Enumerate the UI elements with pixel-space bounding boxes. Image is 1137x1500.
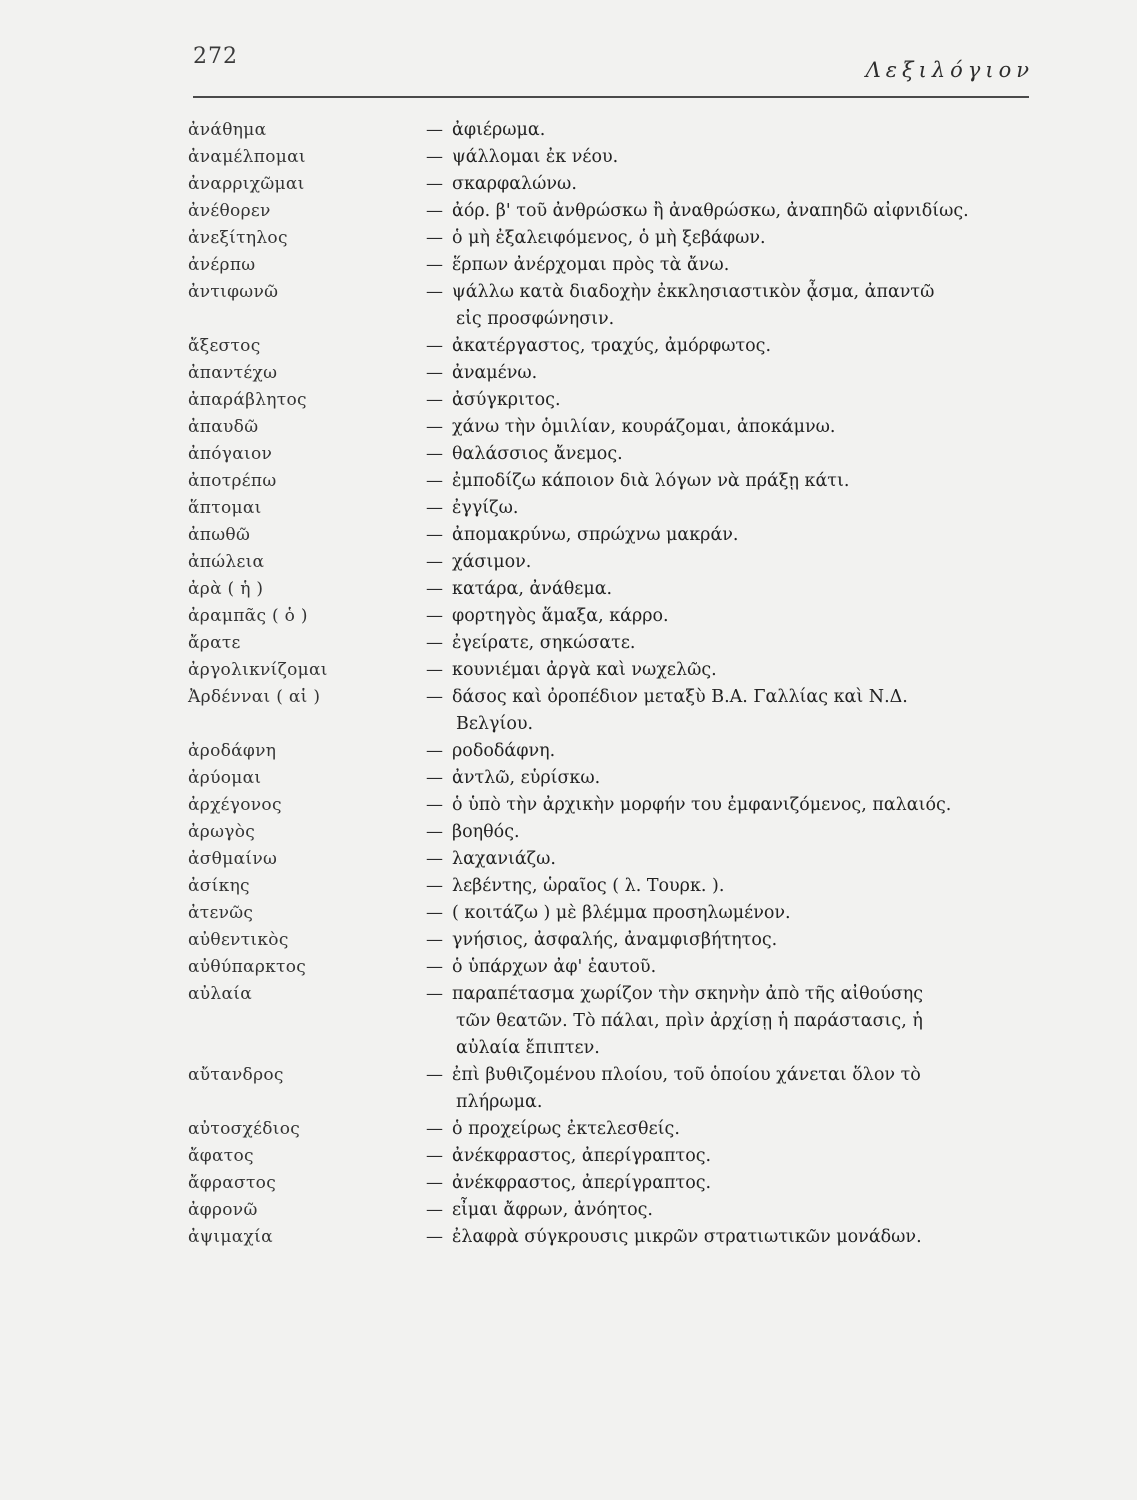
entry-dash: — xyxy=(426,201,443,221)
entry-definition xyxy=(452,873,1030,900)
header-rule xyxy=(193,96,1029,98)
entry-definition xyxy=(452,900,1030,927)
entry-definition xyxy=(452,792,1030,819)
entry-definition xyxy=(452,954,1030,981)
glossary-entry xyxy=(160,387,1030,414)
entry-definition xyxy=(452,495,1030,522)
definition-line: ὁ προχείρως ἐκτελεσθείς. xyxy=(452,1119,680,1139)
entry-lemma: ἀραμπᾶς ( ὁ ) xyxy=(188,606,308,626)
definition-line: κατάρα, ἀνάθεμα. xyxy=(452,579,613,599)
definition-line: κουνιέμαι ἀργὰ καὶ νωχελῶς. xyxy=(452,660,717,680)
definition-line: ἐγγίζω. xyxy=(452,498,519,518)
entry-lemma: ἀπαυδῶ xyxy=(188,417,259,437)
entry-definition xyxy=(452,657,1030,684)
glossary-entry xyxy=(160,144,1030,171)
entry-lemma: ἄφραστος xyxy=(188,1173,277,1193)
entry-lemma: ἀργολικνίζομαι xyxy=(188,660,328,680)
running-head: Λεξιλόγιον xyxy=(865,58,1034,82)
definition-line: ἐλαφρὰ σύγκρουσις μικρῶν στρατιωτικῶν μονάδων. xyxy=(452,1227,922,1247)
definition-line: παραπέτασμα χωρίζον τὴν σκηνὴν ἀπὸ τῆς αἰθούσης xyxy=(452,984,924,1004)
entry-definition xyxy=(452,1116,1030,1143)
entry-definition xyxy=(452,198,1030,225)
entry-dash: — xyxy=(426,606,443,626)
entry-lemma: ἀναμέλπομαι xyxy=(188,147,306,167)
entry-definition xyxy=(452,927,1030,954)
entry-definition xyxy=(452,1197,1030,1224)
glossary-entry xyxy=(160,1170,1030,1197)
glossary-entry xyxy=(160,819,1030,846)
entry-dash: — xyxy=(426,849,443,869)
entry-lemma: αὐτοσχέδιος xyxy=(188,1119,301,1139)
entry-lemma: ἀπωθῶ xyxy=(188,525,251,545)
entry-definition xyxy=(452,117,1030,144)
definition-line: ἀνέκφραστος, ἀπερίγραπτος. xyxy=(452,1173,712,1193)
entry-definition xyxy=(452,468,1030,495)
definition-line: ροδοδάφνη. xyxy=(452,741,556,761)
entry-definition xyxy=(452,387,1030,414)
glossary-entry xyxy=(160,279,1030,333)
glossary-entry xyxy=(160,657,1030,684)
entry-definition xyxy=(452,360,1030,387)
entry-dash: — xyxy=(426,1173,443,1193)
entry-dash: — xyxy=(426,903,443,923)
entry-dash: — xyxy=(426,633,443,653)
glossary-entry xyxy=(160,603,1030,630)
definition-line: χάνω τὴν ὁμιλίαν, κουράζομαι, ἀποκάμνω. xyxy=(452,417,836,437)
entry-lemma: ἄφατος xyxy=(188,1146,254,1166)
entry-lemma: ἀνεξίτηλος xyxy=(188,228,288,248)
glossary-entry xyxy=(160,684,1030,738)
glossary-entry xyxy=(160,792,1030,819)
entry-lemma: αὐθύπαρκτος xyxy=(188,957,307,977)
definition-line: τῶν θεατῶν. Τὸ πάλαι, πρὶν ἀρχίσῃ ἡ παράστασις, ἡ xyxy=(456,1011,923,1031)
glossary-entry xyxy=(160,360,1030,387)
entry-dash: — xyxy=(426,417,443,437)
glossary-entry xyxy=(160,765,1030,792)
glossary-entry xyxy=(160,225,1030,252)
entry-dash: — xyxy=(426,660,443,680)
entry-lemma: ἀρύομαι xyxy=(188,768,262,788)
glossary-entry xyxy=(160,252,1030,279)
entry-lemma: αὐθεντικὸς xyxy=(188,930,289,950)
definition-line: πλήρωμα. xyxy=(456,1092,543,1112)
entry-definition xyxy=(452,549,1030,576)
entry-lemma: ἀροδάφνη xyxy=(188,741,277,761)
glossary-entry xyxy=(160,171,1030,198)
entry-definition xyxy=(452,684,1030,738)
entry-lemma: ἀρωγὸς xyxy=(188,822,256,842)
entry-definition xyxy=(452,225,1030,252)
entry-definition xyxy=(452,1170,1030,1197)
definition-line: ὁ μὴ ἐξαλειφόμενος, ὁ μὴ ξεβάφων. xyxy=(452,228,766,248)
definition-line: βοηθός. xyxy=(452,822,520,842)
glossary-entry xyxy=(160,846,1030,873)
glossary-entry xyxy=(160,738,1030,765)
entry-dash: — xyxy=(426,741,443,761)
entry-dash: — xyxy=(426,174,443,194)
entry-dash: — xyxy=(426,336,443,356)
entry-lemma: ἄξεστος xyxy=(188,336,261,356)
glossary-entry xyxy=(160,495,1030,522)
entry-definition xyxy=(452,1224,1030,1251)
entry-dash: — xyxy=(426,579,443,599)
definition-line: ἀκατέργαστος, τραχύς, ἀμόρφωτος. xyxy=(452,336,772,356)
glossary-entry xyxy=(160,1197,1030,1224)
entry-lemma: αὔτανδρος xyxy=(188,1065,284,1085)
entry-lemma: ἀσίκης xyxy=(188,876,250,896)
glossary-entry xyxy=(160,954,1030,981)
entry-lemma: ἀπόγαιον xyxy=(188,444,273,464)
definition-line: Βελγίου. xyxy=(456,714,534,734)
glossary-entry xyxy=(160,414,1030,441)
entry-dash: — xyxy=(426,282,443,302)
entry-lemma: αὐλαία xyxy=(188,984,253,1004)
glossary-entry xyxy=(160,630,1030,657)
entry-definition xyxy=(452,522,1030,549)
entry-definition xyxy=(452,441,1030,468)
entry-definition xyxy=(452,1062,1030,1116)
entry-dash: — xyxy=(426,228,443,248)
definition-line: ὁ ὑπάρχων ἀφ' ἑαυτοῦ. xyxy=(452,957,657,977)
entry-definition xyxy=(452,279,1030,333)
definition-line: λεβέντης, ὡραῖος ( λ. Τουρκ. ). xyxy=(452,876,725,896)
glossary-entry xyxy=(160,468,1030,495)
entry-definition xyxy=(452,630,1030,657)
glossary-entry xyxy=(160,333,1030,360)
glossary-entry xyxy=(160,576,1030,603)
entry-definition xyxy=(452,819,1030,846)
definition-line: ἀόρ. β' τοῦ ἀνθρώσκω ἢ ἀναθρώσκω, ἀναπηδῶ αἰφνιδίως. xyxy=(452,201,969,221)
entry-definition xyxy=(452,846,1030,873)
glossary-entry xyxy=(160,900,1030,927)
definition-line: ἐγείρατε, σηκώσατε. xyxy=(452,633,636,653)
definition-line: ἕρπων ἀνέρχομαι πρὸς τὰ ἄνω. xyxy=(452,255,730,275)
entry-dash: — xyxy=(426,822,443,842)
entry-dash: — xyxy=(426,255,443,275)
entry-lemma: ἀντιφωνῶ xyxy=(188,282,279,302)
entry-lemma: ἀπαντέχω xyxy=(188,363,278,383)
glossary-entries xyxy=(160,117,1030,1251)
glossary-entry xyxy=(160,873,1030,900)
entry-definition xyxy=(452,603,1030,630)
definition-line: εἶμαι ἄφρων, ἀνόητος. xyxy=(452,1200,653,1220)
entry-dash: — xyxy=(426,1200,443,1220)
entry-dash: — xyxy=(426,1146,443,1166)
definition-line: ὁ ὑπὸ τὴν ἀρχικὴν μορφήν του ἐμφανιζόμενος, παλαιός. xyxy=(452,795,952,815)
entry-lemma: ἀνάθημα xyxy=(188,120,267,140)
glossary-entry xyxy=(160,117,1030,144)
entry-dash: — xyxy=(426,552,443,572)
entry-lemma: ἀνέθορεν xyxy=(188,201,271,221)
definition-line: δάσος καὶ ὀροπέδιον μεταξὺ Β.Α. Γαλλίας καὶ Ν.Δ. xyxy=(452,687,908,707)
entry-dash: — xyxy=(426,498,443,518)
entry-lemma: ἅπτομαι xyxy=(188,498,262,518)
definition-line: σκαρφαλώνω. xyxy=(452,174,577,194)
entry-definition xyxy=(452,171,1030,198)
entry-definition xyxy=(452,252,1030,279)
glossary-entry xyxy=(160,1116,1030,1143)
entry-dash: — xyxy=(426,147,443,167)
definition-line: ἀναμένω. xyxy=(452,363,538,383)
entry-dash: — xyxy=(426,984,443,1004)
glossary-entry xyxy=(160,981,1030,1062)
definition-line: εἰς προσφώνησιν. xyxy=(456,309,615,329)
definition-line: ἐπὶ βυθιζομένου πλοίου, τοῦ ὁποίου χάνεται ὅλον τὸ xyxy=(452,1065,921,1085)
entry-dash: — xyxy=(426,390,443,410)
definition-line: λαχανιάζω. xyxy=(452,849,556,869)
glossary-entry xyxy=(160,1062,1030,1116)
entry-dash: — xyxy=(426,1065,443,1085)
entry-dash: — xyxy=(426,444,443,464)
entry-lemma: ἀφρονῶ xyxy=(188,1200,258,1220)
entry-lemma: ἄρατε xyxy=(188,633,241,653)
definition-line: ψάλλω κατὰ διαδοχὴν ἐκκλησιαστικὸν ᾆσμα, ἀπαντῶ xyxy=(452,282,935,302)
definition-line: χάσιμον. xyxy=(452,552,532,572)
entry-dash: — xyxy=(426,768,443,788)
entry-lemma: ἀπώλεια xyxy=(188,552,265,572)
glossary-entry xyxy=(160,198,1030,225)
definition-line: ἐμποδίζω κάποιον διὰ λόγων νὰ πράξῃ κάτι. xyxy=(452,471,850,491)
definition-line: ( κοιτάζω ) μὲ βλέμμα προσηλωμένον. xyxy=(452,903,791,923)
entry-definition xyxy=(452,981,1030,1062)
definition-line: ἀνέκφραστος, ἀπερίγραπτος. xyxy=(452,1146,712,1166)
glossary-entry xyxy=(160,522,1030,549)
definition-line: ἀσύγκριτος. xyxy=(452,390,561,410)
definition-line: ψάλλομαι ἐκ νέου. xyxy=(452,147,619,167)
entry-dash: — xyxy=(426,795,443,815)
entry-definition xyxy=(452,414,1030,441)
definition-line: γνήσιος, ἀσφαλής, ἀναμφισβήτητος. xyxy=(452,930,778,950)
entry-definition xyxy=(452,144,1030,171)
entry-lemma: ἀψιμαχία xyxy=(188,1227,273,1247)
glossary-entry xyxy=(160,441,1030,468)
entry-definition xyxy=(452,765,1030,792)
entry-dash: — xyxy=(426,471,443,491)
definition-line: ἀπομακρύνω, σπρώχνω μακράν. xyxy=(452,525,739,545)
entry-definition xyxy=(452,738,1030,765)
entry-dash: — xyxy=(426,687,443,707)
entry-lemma: ἀρχέγονος xyxy=(188,795,282,815)
page-number: 272 xyxy=(193,44,238,69)
entry-dash: — xyxy=(426,525,443,545)
entry-dash: — xyxy=(426,363,443,383)
entry-dash: — xyxy=(426,876,443,896)
entry-definition xyxy=(452,576,1030,603)
entry-dash: — xyxy=(426,1119,443,1139)
entry-lemma: ἀναρριχῶμαι xyxy=(188,174,305,194)
definition-line: ἀντλῶ, εὑρίσκω. xyxy=(452,768,601,788)
definition-line: ἀφιέρωμα. xyxy=(452,120,546,140)
entry-lemma: ἀσθμαίνω xyxy=(188,849,278,869)
entry-lemma: ἀτενῶς xyxy=(188,903,254,923)
entry-lemma: ἀρὰ ( ἡ ) xyxy=(188,579,264,599)
entry-dash: — xyxy=(426,1227,443,1247)
entry-dash: — xyxy=(426,957,443,977)
entry-lemma: ἀπαράβλητος xyxy=(188,390,307,410)
entry-dash: — xyxy=(426,120,443,140)
entry-dash: — xyxy=(426,930,443,950)
glossary-entry xyxy=(160,549,1030,576)
entry-definition xyxy=(452,333,1030,360)
entry-lemma: ἀνέρπω xyxy=(188,255,256,275)
definition-line: αὐλαία ἔπιπτεν. xyxy=(456,1038,600,1058)
definition-line: θαλάσσιος ἄνεμος. xyxy=(452,444,623,464)
entry-lemma: ἀποτρέπω xyxy=(188,471,277,491)
definition-line: φορτηγὸς ἅμαξα, κάρρο. xyxy=(452,606,669,626)
entry-lemma: Ἀρδένναι ( αἱ ) xyxy=(188,687,321,707)
glossary-entry xyxy=(160,1224,1030,1251)
glossary-entry xyxy=(160,927,1030,954)
glossary-entry xyxy=(160,1143,1030,1170)
entry-definition xyxy=(452,1143,1030,1170)
